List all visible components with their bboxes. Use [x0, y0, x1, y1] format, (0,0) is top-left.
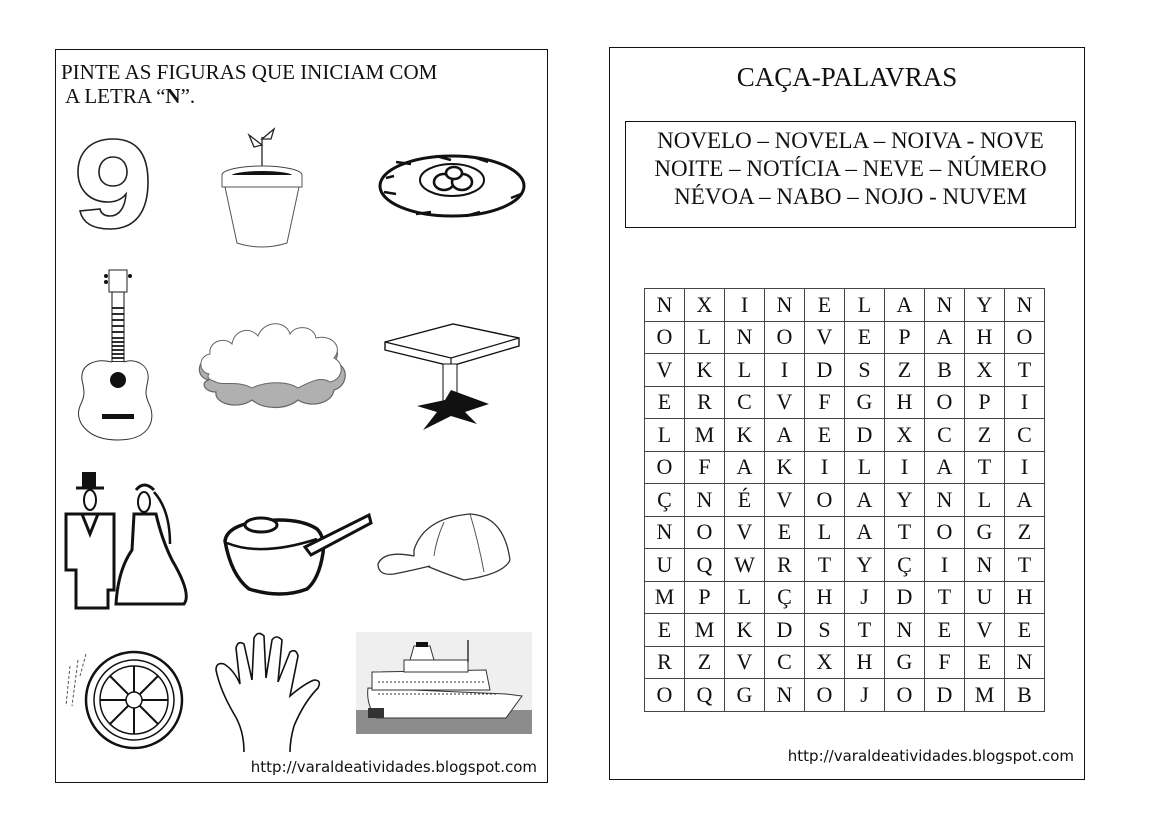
grid-cell[interactable]: F — [685, 451, 725, 484]
grid-cell[interactable]: P — [965, 386, 1005, 419]
wheel-icon — [64, 636, 184, 756]
grid-cell[interactable]: O — [925, 386, 965, 419]
grid-cell[interactable]: M — [965, 679, 1005, 712]
grid-cell[interactable]: O — [645, 679, 685, 712]
grid-cell[interactable]: O — [805, 484, 845, 517]
grid-cell[interactable]: A — [845, 516, 885, 549]
grid-cell[interactable]: W — [725, 549, 765, 582]
grid-cell[interactable]: L — [845, 289, 885, 322]
grid-cell[interactable]: D — [845, 419, 885, 452]
grid-cell[interactable]: V — [765, 484, 805, 517]
grid-cell[interactable]: L — [845, 451, 885, 484]
grid-cell[interactable]: B — [1005, 679, 1045, 712]
grid-cell[interactable]: D — [885, 581, 925, 614]
grid-cell[interactable]: N — [645, 516, 685, 549]
grid-cell[interactable]: V — [965, 614, 1005, 647]
cloud-icon — [194, 320, 354, 410]
grid-cell[interactable]: E — [925, 614, 965, 647]
grid-cell[interactable]: F — [925, 646, 965, 679]
grid-cell[interactable]: L — [645, 419, 685, 452]
grid-cell[interactable]: B — [925, 354, 965, 387]
grid-cell[interactable]: M — [685, 419, 725, 452]
grid-cell[interactable]: V — [725, 516, 765, 549]
word-list-line: NOVELO – NOVELA – NOIVA - NOVE — [657, 128, 1044, 153]
instruction-line-1: PINTE AS FIGURAS QUE INICIAM COM — [61, 60, 438, 84]
grid-cell[interactable]: Y — [845, 549, 885, 582]
grid-cell[interactable]: H — [845, 646, 885, 679]
grid-cell[interactable]: A — [765, 419, 805, 452]
grid-cell[interactable]: I — [885, 451, 925, 484]
grid-cell[interactable]: T — [1005, 354, 1045, 387]
grid-row — [645, 451, 1045, 484]
grid-cell[interactable]: O — [925, 516, 965, 549]
grid-cell[interactable]: A — [885, 289, 925, 322]
grid-row — [645, 419, 1045, 452]
grid-cell[interactable]: V — [725, 646, 765, 679]
grid-cell[interactable]: N — [925, 484, 965, 517]
nest-icon — [376, 148, 528, 226]
grid-cell[interactable]: Y — [965, 289, 1005, 322]
grid-cell[interactable]: É — [725, 484, 765, 517]
grid-cell[interactable]: N — [1005, 646, 1045, 679]
grid-cell[interactable]: N — [765, 289, 805, 322]
grid-cell[interactable]: R — [685, 386, 725, 419]
grid-cell[interactable]: T — [925, 581, 965, 614]
grid-cell[interactable]: T — [805, 549, 845, 582]
instruction-line-2: A LETRA “ — [61, 84, 166, 108]
grid-cell[interactable]: I — [1005, 451, 1045, 484]
grid-row — [645, 516, 1045, 549]
grid-cell[interactable]: K — [685, 354, 725, 387]
grid-cell[interactable]: J — [845, 581, 885, 614]
grid-cell[interactable]: T — [965, 451, 1005, 484]
grid-cell[interactable]: N — [885, 614, 925, 647]
grid-cell[interactable]: O — [685, 516, 725, 549]
grid-cell[interactable]: A — [845, 484, 885, 517]
grid-cell[interactable]: Ç — [885, 549, 925, 582]
nine-number-icon — [74, 136, 152, 231]
grid-cell[interactable]: E — [805, 289, 845, 322]
grid-cell[interactable]: C — [925, 419, 965, 452]
grid-cell[interactable]: Ç — [765, 581, 805, 614]
grid-cell[interactable]: E — [965, 646, 1005, 679]
grid-cell[interactable]: O — [645, 451, 685, 484]
grid-cell[interactable]: C — [1005, 419, 1045, 452]
grid-row — [645, 614, 1045, 647]
grid-cell[interactable]: Q — [685, 549, 725, 582]
grid-cell[interactable]: X — [965, 354, 1005, 387]
hand-icon — [214, 630, 324, 755]
grid-cell[interactable]: Z — [685, 646, 725, 679]
grid-cell[interactable]: D — [805, 354, 845, 387]
table-icon — [381, 320, 523, 430]
grid-cell[interactable]: G — [965, 516, 1005, 549]
grid-cell[interactable]: A — [925, 451, 965, 484]
grid-cell[interactable]: L — [965, 484, 1005, 517]
grid-cell[interactable]: H — [885, 386, 925, 419]
grid-cell[interactable]: I — [1005, 386, 1045, 419]
grid-cell[interactable]: K — [765, 451, 805, 484]
grid-row — [645, 679, 1045, 712]
grid-cell[interactable]: I — [925, 549, 965, 582]
grid-row — [645, 321, 1045, 354]
guitar-icon — [74, 268, 156, 443]
grid-cell[interactable]: N — [965, 549, 1005, 582]
grid-cell[interactable]: S — [845, 354, 885, 387]
grid-cell[interactable]: H — [805, 581, 845, 614]
grid-cell[interactable]: O — [885, 679, 925, 712]
bride-groom-icon — [58, 470, 193, 610]
grid-row — [645, 646, 1045, 679]
instruction-letter: N — [165, 84, 181, 108]
word-list-line: NOITE – NOTÍCIA – NEVE – NÚMERO — [654, 156, 1047, 181]
grid-cell[interactable]: G — [725, 679, 765, 712]
grid-cell[interactable]: J — [845, 679, 885, 712]
grid-cell[interactable]: O — [1005, 321, 1045, 354]
grid-cell[interactable]: X — [685, 289, 725, 322]
grid-cell[interactable]: R — [645, 646, 685, 679]
grid-cell[interactable]: O — [765, 321, 805, 354]
word-list-line: NÉVOA – NABO – NOJO - NUVEM — [674, 184, 1027, 209]
grid-cell[interactable]: L — [805, 516, 845, 549]
word-list-box — [625, 121, 1076, 228]
pan-icon — [221, 505, 373, 597]
grid-cell[interactable]: U — [645, 549, 685, 582]
grid-cell[interactable]: H — [965, 321, 1005, 354]
grid-cell[interactable]: T — [1005, 549, 1045, 582]
word-search-grid — [644, 288, 1045, 712]
grid-cell[interactable]: P — [885, 321, 925, 354]
grid-cell[interactable]: H — [1005, 581, 1045, 614]
grid-row — [645, 484, 1045, 517]
grid-cell[interactable]: T — [845, 614, 885, 647]
instruction-line-2-end: ”. — [180, 84, 196, 108]
cap-icon — [374, 510, 519, 595]
grid-cell[interactable]: V — [805, 321, 845, 354]
grid-cell[interactable]: E — [805, 419, 845, 452]
grid-cell[interactable]: R — [765, 549, 805, 582]
grid-cell[interactable]: Z — [1005, 516, 1045, 549]
grid-row — [645, 386, 1045, 419]
grid-cell[interactable]: D — [765, 614, 805, 647]
grid-cell[interactable]: L — [685, 321, 725, 354]
grid-cell[interactable]: N — [765, 679, 805, 712]
grid-cell[interactable]: Q — [685, 679, 725, 712]
grid-cell[interactable]: K — [725, 419, 765, 452]
grid-cell[interactable]: U — [965, 581, 1005, 614]
grid-cell[interactable]: Y — [885, 484, 925, 517]
grid-cell[interactable]: S — [805, 614, 845, 647]
grid-cell[interactable]: N — [685, 484, 725, 517]
grid-cell[interactable]: T — [885, 516, 925, 549]
left-worksheet-panel — [55, 49, 548, 783]
instruction-text — [61, 60, 437, 108]
grid-cell[interactable]: E — [765, 516, 805, 549]
grid-cell[interactable]: P — [685, 581, 725, 614]
grid-cell[interactable]: A — [1005, 484, 1045, 517]
grid-cell[interactable]: Z — [965, 419, 1005, 452]
grid-row — [645, 354, 1045, 387]
grid-cell[interactable]: Z — [885, 354, 925, 387]
right-wordsearch-panel — [609, 47, 1085, 780]
ship-icon — [356, 632, 532, 734]
grid-cell[interactable]: X — [805, 646, 845, 679]
grid-cell[interactable]: K — [725, 614, 765, 647]
grid-cell[interactable]: N — [925, 289, 965, 322]
grid-cell[interactable]: V — [765, 386, 805, 419]
grid-cell[interactable]: L — [725, 581, 765, 614]
grid-cell[interactable]: E — [645, 386, 685, 419]
grid-cell[interactable]: V — [645, 354, 685, 387]
grid-cell[interactable]: E — [845, 321, 885, 354]
grid-cell[interactable]: M — [645, 581, 685, 614]
grid-cell[interactable]: F — [805, 386, 845, 419]
grid-cell[interactable]: M — [685, 614, 725, 647]
footer-url-link[interactable]: http://varaldeatividades.blogspot.com — [250, 758, 537, 776]
grid-cell[interactable]: O — [805, 679, 845, 712]
page-title: CAÇA-PALAVRAS — [736, 62, 958, 92]
grid-cell[interactable]: L — [725, 354, 765, 387]
grid-cell[interactable]: G — [845, 386, 885, 419]
grid-cell[interactable]: Ç — [645, 484, 685, 517]
grid-cell[interactable]: C — [725, 386, 765, 419]
grid-row — [645, 581, 1045, 614]
grid-cell[interactable]: I — [805, 451, 845, 484]
grid-cell[interactable]: O — [645, 321, 685, 354]
grid-cell[interactable]: N — [725, 321, 765, 354]
grid-cell[interactable]: C — [765, 646, 805, 679]
grid-cell[interactable]: I — [725, 289, 765, 322]
grid-cell[interactable]: N — [1005, 289, 1045, 322]
grid-cell[interactable]: D — [925, 679, 965, 712]
grid-cell[interactable]: I — [765, 354, 805, 387]
grid-cell[interactable]: N — [645, 289, 685, 322]
grid-row — [645, 549, 1045, 582]
grid-cell[interactable]: E — [1005, 614, 1045, 647]
grid-cell[interactable]: A — [725, 451, 765, 484]
grid-cell[interactable]: A — [925, 321, 965, 354]
grid-row — [645, 289, 1045, 322]
grid-cell[interactable]: E — [645, 614, 685, 647]
grid-cell[interactable]: X — [885, 419, 925, 452]
footer-url-link[interactable]: http://varaldeatividades.blogspot.com — [787, 747, 1074, 765]
grid-cell[interactable]: G — [885, 646, 925, 679]
plant-pot-icon — [219, 125, 304, 250]
